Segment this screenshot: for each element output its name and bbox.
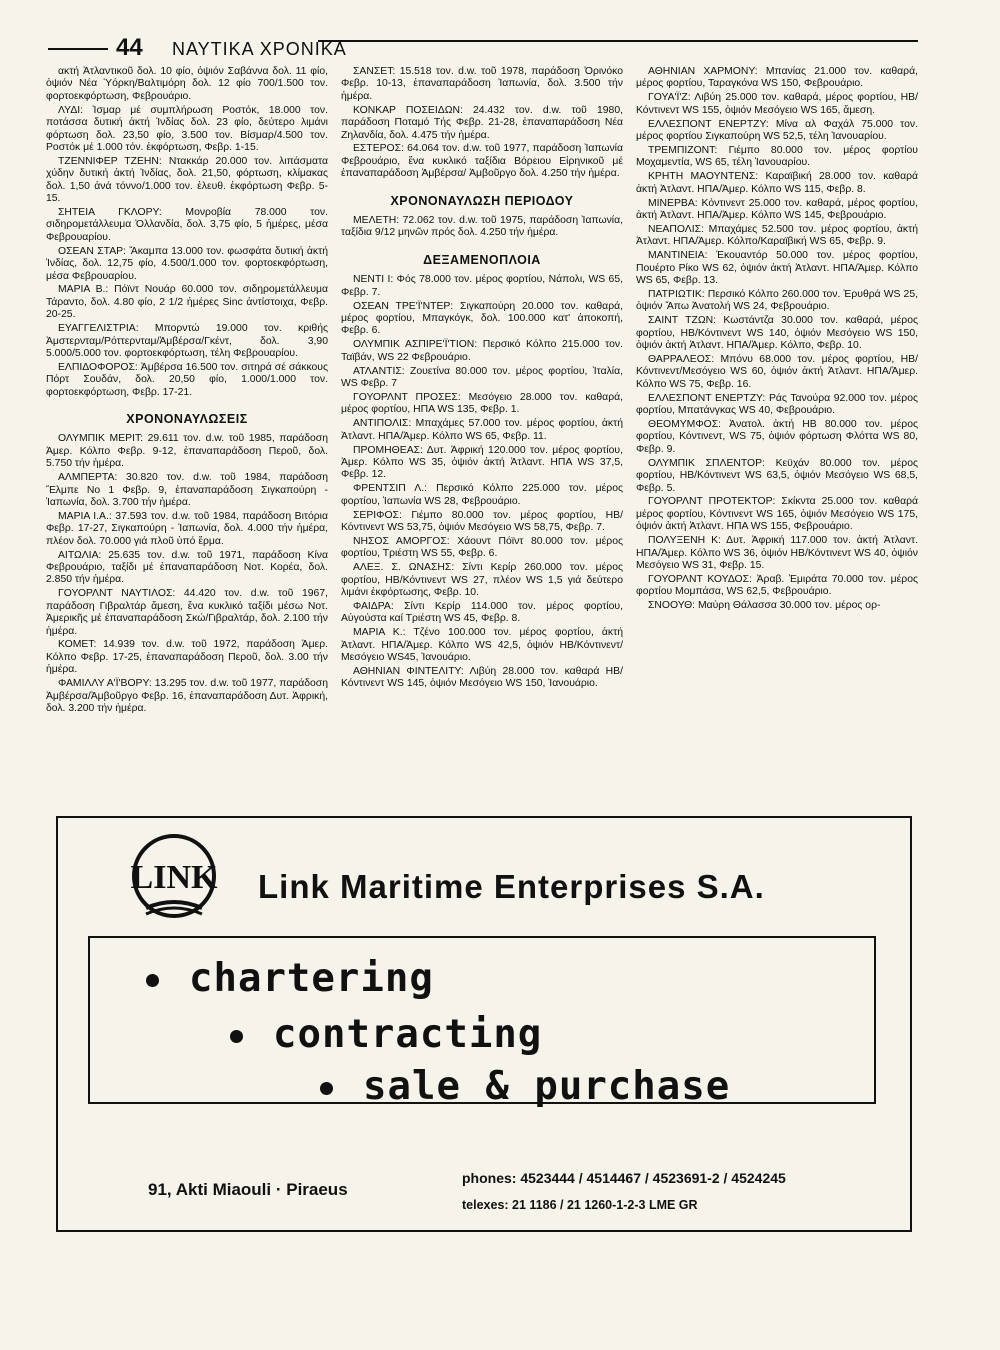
- entry-paragraph: ακτή Ἀτλαντικοῦ δολ. 10 φίο, ὀψιόν Σαβάννα δολ. 11 φίο, ὀψιόν Νέα Ὑόρκη/Βαλτιμόρη δολ. 12 φίο 700/1.500 τον. φορτοεκφόρτωση, Φεβρουάριο.: [46, 66, 328, 102]
- entry-paragraph: ΕΛΛΕΣΠΟΝΤ ΕΝΕΡΤΖΥ: Ράς Τανούρα 92.000 τον. μέρος φορτίου, Μπατάνγκας WS 40, Φεβρουάριο.: [636, 392, 918, 417]
- entry-paragraph: ΓΟΥΑ'Ϊ'Ζ: Λιβύη 25.000 τον. καθαρά, μέρος φορτίου, ΗΒ/Κόντινεντ WS 155, ὀψιόν Μεσόγειο WS 165, ἄμεση.: [636, 92, 918, 116]
- section-heading-time-charters: ΧΡΟΝΟΝΑΥΛΩΣΕΙΣ: [126, 412, 248, 427]
- entry-paragraph: ΑΝΤΙΠΟΛΙΣ: Μπαχάμες 57.000 τον. μέρος φορτίου, ἀκτή Ἀτλαντ. ΗΠΑ/Ἀμερ. Κόλπο WS 65, Φεβρ. 11.: [341, 418, 623, 442]
- service-label: contracting: [273, 1012, 543, 1057]
- header-rule-right: [318, 40, 918, 42]
- advertisement-box: [56, 816, 912, 1232]
- col1-top-entries: [46, 66, 328, 399]
- entry-paragraph: ΟΛΥΜΠΙΚ ΜΕΡΙΤ: 29.611 τον. d.w. τοῦ 1985, παράδοση Ἀμερ. Κόλπο Φεβρ. 9-12, ἐπαναπαράδοση Περοῦ, δολ. 5.750 τήν ἡμέρα.: [46, 433, 328, 470]
- entry-paragraph: ΟΣΕΑΝ ΤΡΕ'Ϊ'ΝΤΕΡ: Σιγκαπούρη 20.000 τον. καθαρά, μέρος φορτίου, Μπαγκόγκ, δολ. 100.000 κατ' ἀποκοπή, Φεβρ. 6.: [341, 300, 623, 337]
- publication-title: ΝΑΥΤΙΚΑ ΧΡΟΝΙΚΑ: [172, 39, 347, 59]
- entry-paragraph: ΕΥΑΓΓΕΛΙΣΤΡΙΑ: Μπορντώ 19.000 τον. κριθής Ἀμστερνταμ/Ρόττερνταμ/Ἀμβέρσα/Γκέντ, δολ. 3,90 5.000/5.000 τον. φορτοεκφόρτωση, τέλη Φεβρουαρίου.: [46, 323, 328, 359]
- section-heading-tankers: ΔΕΞΑΜΕΝΟΠΛΟΙΑ: [423, 252, 541, 267]
- entry-paragraph: ΘΕΟΜΥΜΦΟΣ: Ἀνατολ. ἀκτή ΗΒ 80.000 τον. μέρος φορτίου, Κόντινεντ, WS 75, ὀψιόν φόρτωση Φλόττα WS 80, Φεβρ. 9.: [636, 418, 918, 455]
- entry-paragraph: ΣΑΙΝΤ ΤΖΩΝ: Κωστάντζα 30.000 τον. καθαρά, μέρος φορτίου, ΗΒ/Κόντινεντ WS 140, ὀψιόν Μεσόγειο WS 150, ὀψιόν ἀκτή Ἀτλαντ. ΗΠΑ/Ἀμερ. Κόλπο, Φεβρ. 10.: [636, 315, 918, 352]
- entry-paragraph: ΑΤΛΑΝΤΙΣ: Ζουετίνα 80.000 τον. μέρος φορτίου, Ἰταλία, WS Φεβρ. 7: [341, 365, 623, 390]
- entry-paragraph: ΟΛΥΜΠΙΚ ΑΣΠΙΡΕ'Ϊ'ΤΙΟΝ: Περσικό Κόλπο 215.000 τον. Ταϊβάν, WS 22 Φεβρουάριο.: [341, 339, 623, 363]
- column-3: [636, 66, 918, 806]
- entry-paragraph: ΦΑΜΙΛΛΥ Α'Ϊ'ΒΟΡΥ: 13.295 τον. d.w. τοῦ 1977, παράδοση Ἀμβέρσα/Ἀμβοῦργο Φεβρ. 16, ἐπαναπαράδοση Δυτ. Ἀφρική, δολ. 3.200 τήν ἡμέρα.: [46, 678, 328, 714]
- entry-paragraph: ΚΟΜΕΤ: 14.939 τον. d.w. τοῦ 1972, παράδοση Ἀμερ. Κόλπο Φεβρ. 17-25, ἐπαναπαράδοση Περοῦ, δολ. 3.00 τήν ἡμέρα.: [46, 639, 328, 676]
- header-rule-left: [48, 48, 108, 50]
- entry-paragraph: ΠΟΛΥΞΕΝΗ Κ: Δυτ. Ἀφρική 117.000 τον. ἀκτή Ἀτλαντ. ΗΠΑ/Ἀμερ. Κόλπο WS 36, ὀψιόν ΗΒ/Κόντινεντ WS 40, ὀψιόν Μεσόγειο WS 31, Φεβρ. 15.: [636, 535, 918, 571]
- entry-paragraph: ΣΗΤΕΙΑ ΓΚΛΟΡΥ: Μονροβία 78.000 τον. σιδηρομετάλλευμα Ὁλλανδία, δολ. 3,75 φίο, 5 ἡμέρες, μέσα Φεβρουαρίου.: [46, 206, 328, 243]
- entry-paragraph: ΑΛΜΠΕΡΤΑ: 30.820 τον. d.w. τοῦ 1984, παράδοση Ἔλμπε Νο 1 Φεβρ. 9, ἐπαναπαράδοση Σιγκαπούρη - Ἰαπωνία, δολ. 3.700 τήν ἡμέρα.: [46, 472, 328, 508]
- entry-paragraph: ΦΡΕΝΤΣΙΠ Λ.: Περσικό Κόλπο 225.000 τον. μέρος φορτίου, Ἰαπωνία WS 28, Φεβρουάριο.: [341, 483, 623, 507]
- entry-paragraph: ΣΑΝΣΕΤ: 15.518 τον. d.w. τοῦ 1978, παράδοση Ὀρινόκο Φεβρ. 10-13, ἐπαναπαράδοση Ἰαπωνία, δολ. 3.500 τήν ἡμέρα.: [341, 66, 623, 102]
- entry-paragraph: ΚΡΗΤΗ ΜΑΟΥΝΤΕΝΣ: Καραϊβική 28.000 τον. καθαρά ἀκτή Ἀτλαντ. ΗΠΑ/Ἀμερ. Κόλπο WS 115, Φεβρ. 8.: [636, 171, 918, 195]
- entry-paragraph: ΕΛΠΙΔΟΦΟΡΟΣ: Ἀμβέρσα 16.500 τον. σιτηρά σέ σάκκους Πόρτ Σουδάν, δολ. 20,50 φίο, 1.000/1.000 τον. φορτοεκφόρτωση, Φεβρ. 17-21.: [46, 361, 328, 398]
- entry-paragraph: ΤΖΕΝΝΙΦΕΡ ΤΖΕΗΝ: Ντακκάρ 20.000 τον. λιπάσματα χύδην δυτική ἀκτή Ἰνδίας, δολ. 21,50, φόρτωση, κλίμακας δολ. 1,50 ἀνά τόννο/1.000 τον. ἐλευθ. ἐκφόρτωση Φεβρ. 5-15.: [46, 155, 328, 205]
- service-contracting: [230, 1012, 542, 1057]
- entry-paragraph: ΓΟΥΟΡΛΝΤ ΚΟΥΔΟΣ: Ἀραβ. Ἐμιράτα 70.000 τον. μέρος φορτίου Μομπάσα, WS 62,5, Φεβρουάριο.: [636, 573, 918, 598]
- entry-paragraph: ΑΛΕΞ. Σ. ΩΝΑΣΗΣ: Σίντι Κερίρ 260.000 τον. μέρος φορτίου, ΗΒ/Κόντινεντ WS 27, πλέον WS 1,5 γιά δεύτερο λιμάνι ἐκφόρτωσης, Φεβρ. 10.: [341, 562, 623, 599]
- col2-top-entries: [341, 66, 623, 181]
- entry-paragraph: ΛΥΔΙ: Ἰσμαρ μέ συμπλήρωση Ροστόκ, 18.000 τον. ποτάσσα δυτική ἀκτή Ἰνδίας δολ. 23 φίο, δεύτερο λιμάνι φόρτωση δολ. 23,50 φίο, 3.500 τον. Βίσμαρ/4.500 τον. Ροστόκ μέ 1.000 τόν. ἐκφόρτωση, Φεβρ. 1-15.: [46, 104, 328, 153]
- company-address: 91, Akti Miaouli · Piraeus: [148, 1180, 348, 1199]
- entry-paragraph: ΦΑΙΔΡΑ: Σίντι Κερίρ 114.000 τον. μέρος φορτίου, Αὐγούστα καί Τριέστη WS 45, Φεβρ. 8.: [341, 600, 623, 625]
- article-columns: [46, 66, 921, 806]
- link-logo-icon: [128, 830, 220, 922]
- entry-paragraph: ΝΕΝΤΙ Ι: Φός 78.000 τον. μέρος φορτίου, Νάπολι, WS 65, Φεβρ. 7.: [341, 274, 623, 298]
- service-label: sale & purchase: [363, 1064, 731, 1109]
- service-chartering: [146, 956, 434, 1001]
- entry-paragraph: ΜΑΝΤΙΝΕΙΑ: Ἐκουαντόρ 50.000 τον. μέρος φορτίου, Πουέρτο Ρίκο WS 62, ὀψιόν ἀκτή Ἀτλαντ. ΗΠΑ/Ἀμερ. Κόλπο WS 65, Φεβρ. 13.: [636, 250, 918, 286]
- col2-bottom-entries: [341, 274, 623, 691]
- entry-paragraph: ΓΟΥΟΡΛΝΤ ΠΡΟΣΕΣ: Μεσόγειο 28.000 τον. καθαρά, μέρος φορτίου, ΗΠΑ WS 135, Φεβρ. 1.: [341, 391, 623, 416]
- column-2: [341, 66, 623, 806]
- service-label: chartering: [189, 956, 434, 1001]
- entry-paragraph: ΝΗΣΟΣ ΑΜΟΡΓΟΣ: Χάουντ Πόϊντ 80.000 τον. μέρος φορτίου, Τριέστη WS 55, Φεβρ. 6.: [341, 535, 623, 560]
- entry-paragraph: ΓΟΥΟΡΛΝΤ ΝΑΥΤΙΛΟΣ: 44.420 τον. d.w. τοῦ 1967, παράδοση Γιβραλτάρ ἄμεση, ἕνα κυκλικό ταξίδι μέσω Νοτ. Ἀμερικῆς μέ ἐπαναπαράδοση Σκώ/Γιβραλτάρ, δολ. 2.100 τήν ἡμέρα.: [46, 588, 328, 637]
- entry-paragraph: ΓΟΥΟΡΛΝΤ ΠΡΟΤΕΚΤΟΡ: Σκίκντα 25.000 τον. καθαρά μέρος φορτίου, Κόντινεντ WS 165, ὀψιόν Μεσόγειο WS 175, ὀψιόν ἀκτή Ἀτλαντ. ΗΠΑ WS 155, Φεβρουάριο.: [636, 496, 918, 533]
- page-header: [48, 34, 918, 62]
- bullet-icon: [320, 1082, 333, 1095]
- entry-paragraph: ΜΑΡΙΑ Ι.Α.: 37.593 τον. d.w. τοῦ 1984, παράδοση Βιτόρια Φεβρ. 17-27, Σιγκαπούρη - Ἰαπωνία, δολ. 4.000 τήν ἡμέρα, πλέον δολ. 70.000 γιά πλοῦ ὑπό ἔρμα.: [46, 510, 328, 547]
- entry-paragraph: ΑΘΗΝΙΑΝ ΦΙΝΤΕΛΙΤΥ: Λιβύη 28.000 τον. καθαρά ΗΒ/Κόντινεντ WS 145, ὀψιόν Μεσόγειο WS 150, Ἰανουάριο.: [341, 665, 623, 690]
- entry-paragraph: ΜΙΝΕΡΒΑ: Κόντινεντ 25.000 τον. καθαρά, μέρος φορτίου, ἀκτή Ἀτλαντ. ΗΠΑ/Ἀμερ. Κόλπο WS 145, Φεβρουάριο.: [636, 197, 918, 221]
- col1-bottom-entries: [46, 433, 328, 715]
- logo-text: LINK: [130, 859, 218, 896]
- entry-paragraph: ΣΝΟΟΥΘ: Μαύρη Θάλασσα 30.000 τον. μέρος ορ-: [648, 600, 881, 612]
- bullet-icon: [230, 1030, 243, 1043]
- bullet-icon: [146, 974, 159, 987]
- col3-entries: [636, 66, 918, 613]
- entry-paragraph: ΣΕΡΙΦΟΣ: Γιέμπο 80.000 τον. μέρος φορτίου, ΗΒ/Κόντινεντ WS 53,75, ὀψιόν Μεσόγειο WS 58,75, Φεβρ. 7.: [341, 509, 623, 533]
- service-sale-purchase: [320, 1064, 730, 1109]
- entry-paragraph: ΠΑΤΡΙΩΤΙΚ: Περσικό Κόλπο 260.000 τον. Ἐρυθρά WS 25, ὀψιόν Ἄπω Ἀνατολή WS 24, Φεβρουάριο.: [636, 288, 918, 313]
- page-number: 44: [116, 34, 143, 61]
- col2-mid-entries: [341, 215, 623, 240]
- section-heading-period-charter: ΧΡΟΝΟΝΑΥΛΩΣΗ ΠΕΡΙΟΔΟΥ: [390, 193, 574, 208]
- entry-paragraph: ΟΣΕΑΝ ΣΤΑΡ: Ἄκαμπα 13.000 τον. φωσφάτα δυτική ἀκτή Ἰνδίας, δολ. 12,75 φίο, 4.500/1.000 τον. φορτοεκφόρτωση, μέσα Φεβρουαρίου.: [46, 245, 328, 282]
- entry-paragraph: ΚΟΝΚΑΡ ΠΟΣΕΙΔΩΝ: 24.432 τον. d.w. τοῦ 1980, παράδοση Ποταμό Τής Φεβρ. 21-28, ἐπαναπαράδοση Νέα Ζηλανδία, δολ. 4.475 τήν ἡμέρα.: [341, 104, 623, 141]
- entry-paragraph: ΜΕΛΕΤΗ: 72.062 τον. d.w. τοῦ 1975, παράδοση Ἰαπωνία, ταξίδια 9/12 μηνῶν πρός δολ. 4.250 τήν ἡμέρα.: [341, 215, 623, 239]
- entry-paragraph: ΤΡΕΜΠΙΖΟΝΤ: Γιέμπο 80.000 τον. μέρος φορτίου Μοχαμεντία, WS 65, τέλη Ἰανουαρίου.: [636, 144, 918, 169]
- company-name: Link Maritime Enterprises S.A.: [258, 868, 765, 905]
- entry-paragraph: ΝΕΑΠΟΛΙΣ: Μπαχάμες 52.500 τον. μέρος φορτίου, ἀκτή Ἀτλαντ. ΗΠΑ/Ἀμερ. Κόλπο/Καραϊβική WS 65, Φεβρ. 9.: [636, 223, 918, 248]
- entry-paragraph: ΘΑΡΡΑΛΕΟΣ: Μπόνυ 68.000 τον. μέρος φορτίου, ΗΒ/Κόντινεντ/Μεσόγειο WS 60, ὀψιόν ἀκτή Ἀτλαντ. ΗΠΑ/Ἀμερ. Κόλπο WS 75, Φεβρ. 16.: [636, 353, 918, 390]
- entry-paragraph: ΠΡΟΜΗΘΕΑΣ: Δυτ. Ἀφρική 120.000 τον. μέρος φορτίου, Ἀμερ. Κόλπο WS 35, ὀψιόν ἀκτή Ἀτλαντ. ΗΠΑ WS 37,5, Φεβρ. 12.: [341, 444, 623, 481]
- entry-paragraph: ΑΙΤΩΛΙΑ: 25.635 τον. d.w. τοῦ 1971, παράδοση Κίνα Φεβρουάριο, ταξίδι μέ ἐπαναπαράδοση Νοτ. Κορέα, δολ. 2.850 τήν ἡμέρα.: [46, 549, 328, 586]
- entry-paragraph: ΜΑΡΙΑ Κ.: Τζένο 100.000 τον. μέρος φορτίου, ἀκτή Ἀτλαντ. ΗΠΑ/Ἀμερ. Κόλπο WS 42,5, ὀψιόν ΗΒ/Κόντινεντ/Μεσόγειο WS45, Ἰανουάριο.: [341, 627, 623, 664]
- entry-paragraph: ΜΑΡΙΑ Β.: Πόϊντ Νουάρ 60.000 τον. σιδηρομετάλλευμα Τάραντο, δολ. 4.80 φίο, 2 1/2 ἡμέρες Sinc ἀντίστοιχα, Φεβρ. 20-25.: [46, 284, 328, 321]
- phone-numbers: phones: 4523444 / 4514467 / 4523691-2 / 4524245: [462, 1170, 786, 1186]
- entry-paragraph: ΕΛΛΕΣΠΟΝΤ ΕΝΕΡΤΖΥ: Μίνα αλ Φαχάλ 75.000 τον. μέρος φορτίου Σιγκαπούρη WS 52,5, τέλη Ἰανουαρίου.: [636, 118, 918, 143]
- entry-paragraph: ΕΣΤΕΡΟΣ: 64.064 τον. d.w. τοῦ 1977, παράδοση Ἰαπωνία Φεβρουάριο, ἕνα κυκλικό ταξίδια Βόρειου Εἰρηνικοῦ μέ ἐπαναπαράδοση Ἀμβέρσα/ Ἀμβοῦργο δολ. 4.250 τήν ἡμέρα.: [341, 143, 623, 180]
- column-1: [46, 66, 328, 806]
- entry-paragraph: ΑΘΗΝΙΑΝ ΧΑΡΜΟΝΥ: Μπανίας 21.000 τον. καθαρά, μέρος φορτίου, Ταραγκόνα WS 150, Φεβρουάριο.: [636, 66, 918, 90]
- telex-numbers: telexes: 21 1186 / 21 1260-1-2-3 LME GR: [462, 1198, 698, 1212]
- entry-paragraph: ΟΛΥΜΠΙΚ ΣΠΛΕΝΤΟΡ: Κεϋχάν 80.000 τον. μέρος φορτίου, ΗΒ/Κόντινεντ WS 63,5, ὀψιόν Μεσόγειο WS 68,5, Φεβρ. 5.: [636, 457, 918, 494]
- services-box: [88, 936, 876, 1109]
